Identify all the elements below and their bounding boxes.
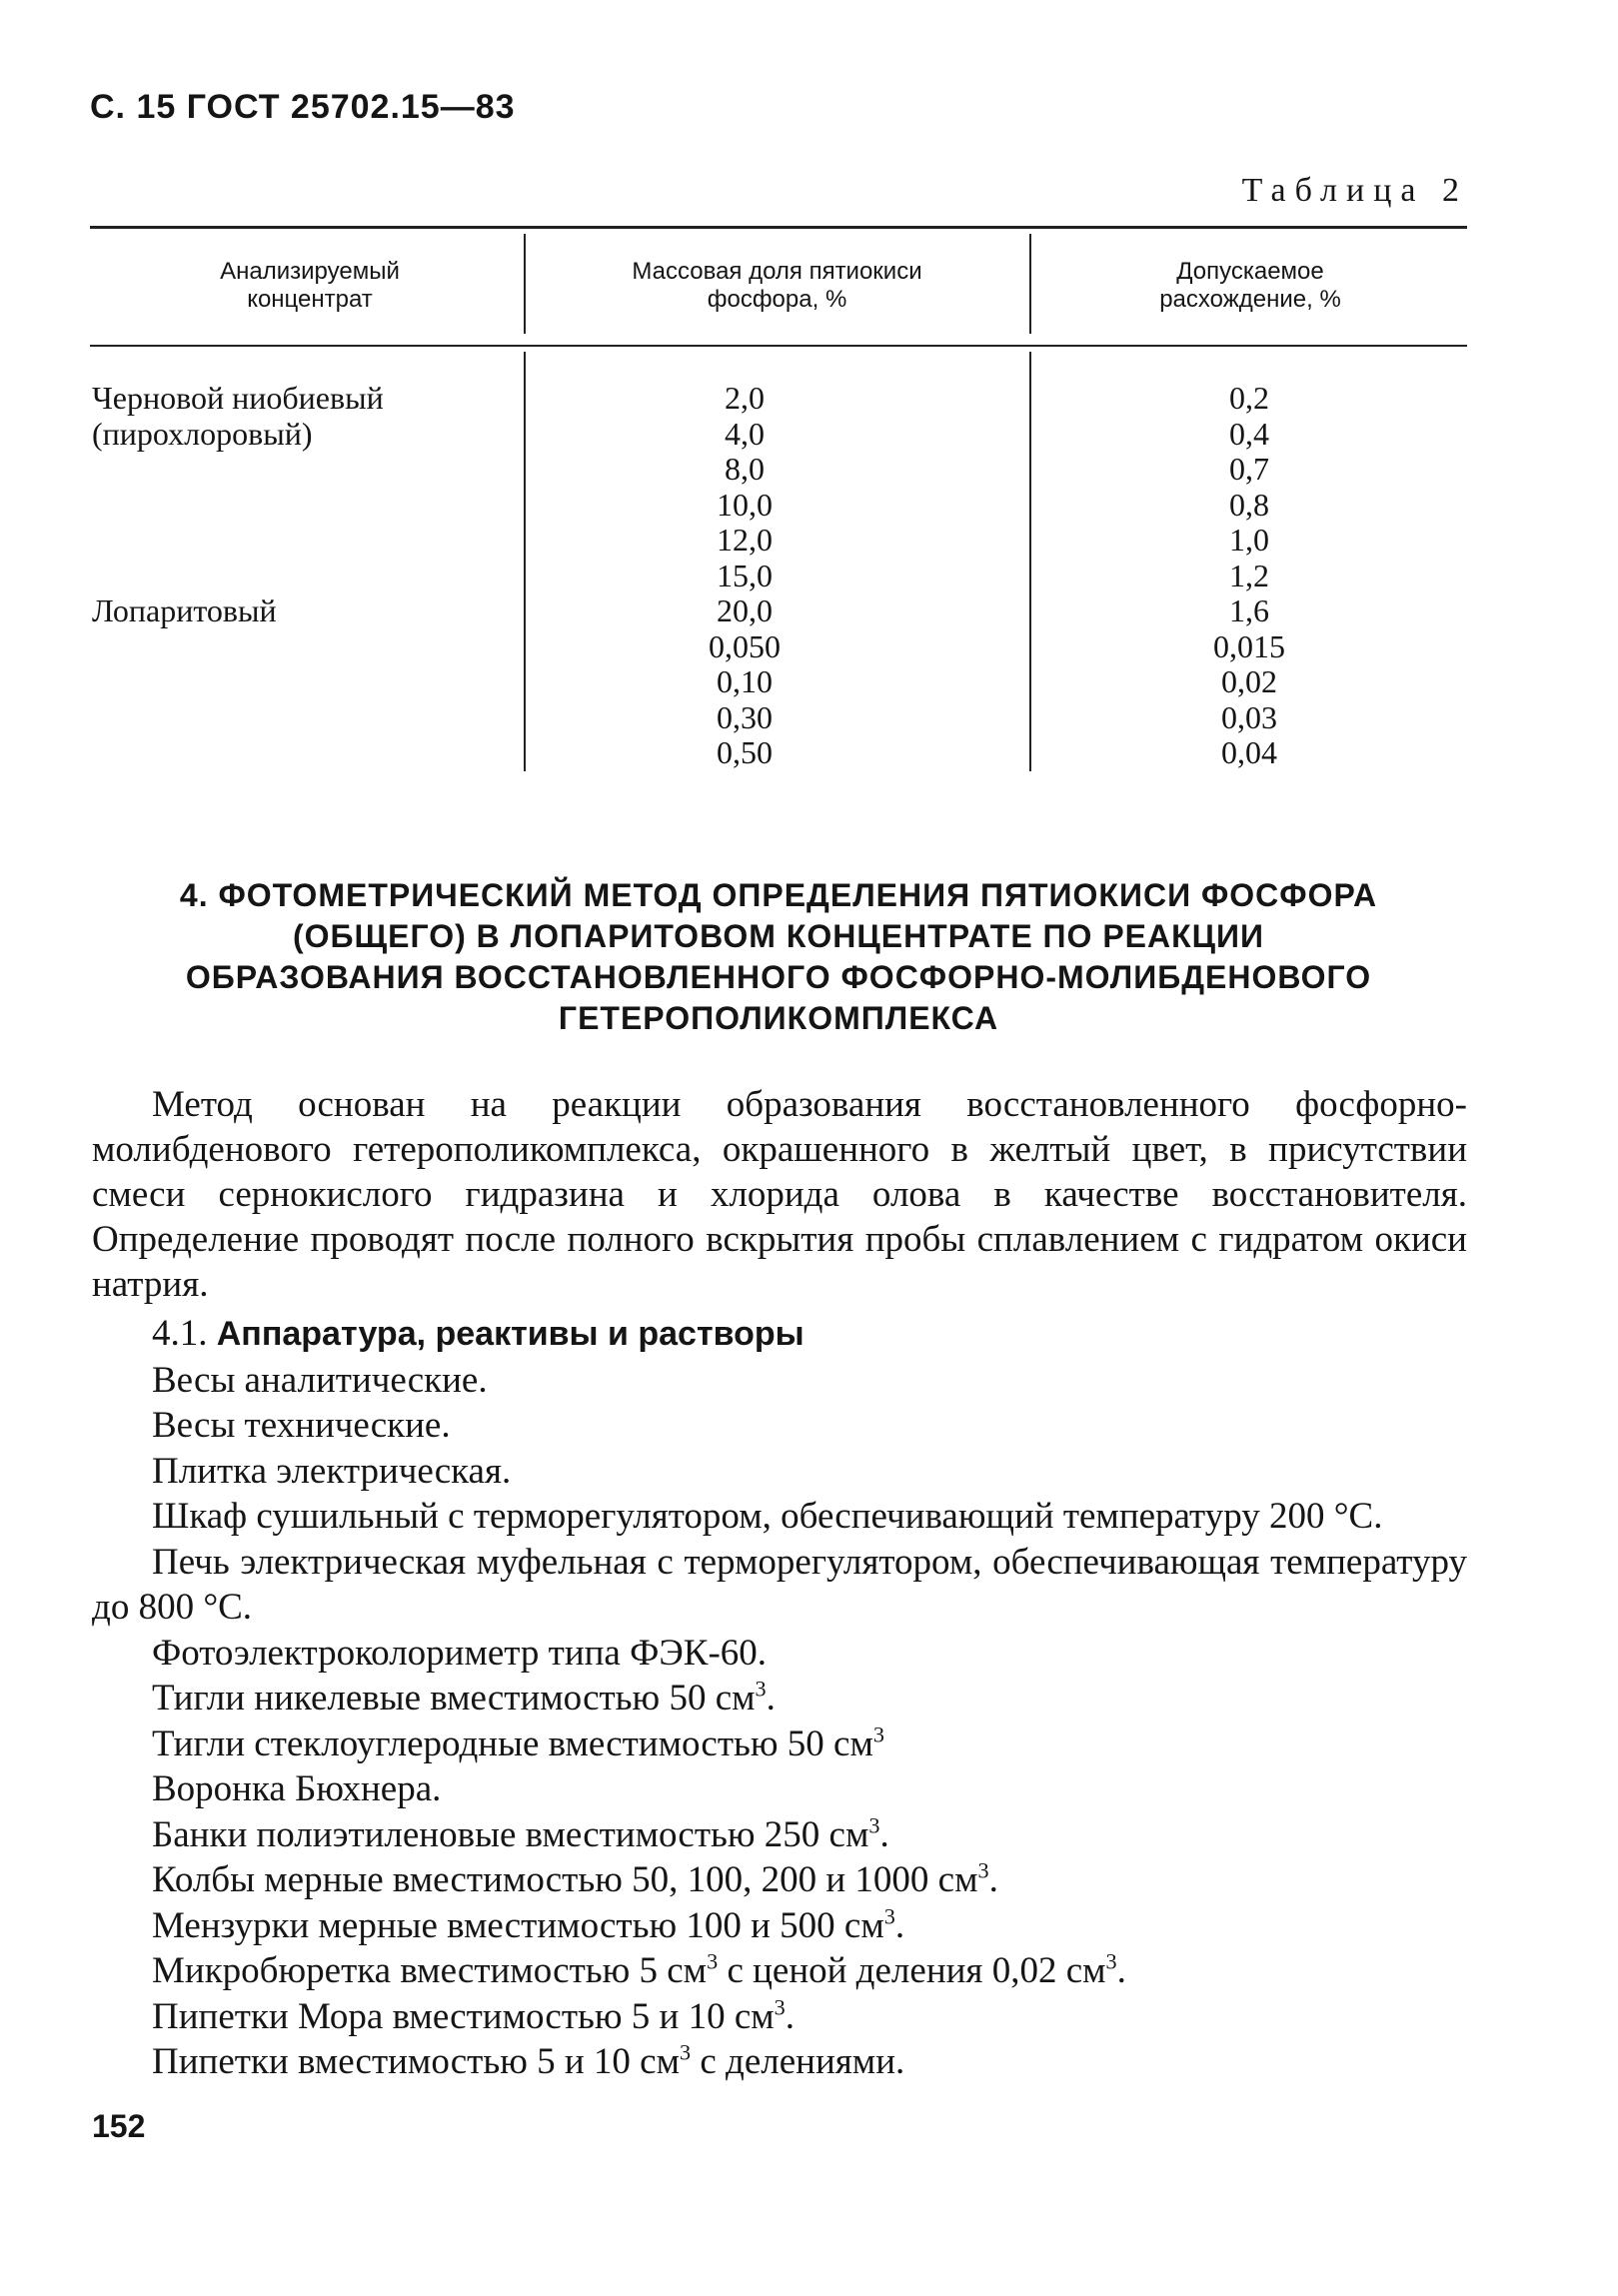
list-item: Фотоэлектроколориметр типа ФЭК-60.: [152, 1632, 768, 1674]
table-cell: 1,2: [1229, 557, 1269, 593]
list-item: Пипетки Мора вместимостью 5 и 10 $см^3$.: [152, 1994, 796, 2037]
table-cell: Лопаритовый: [92, 592, 277, 628]
table-top-rule: [90, 226, 1467, 229]
table-cell: 0,03: [1221, 698, 1277, 735]
list-item: Банки полиэтиленовые вместимостью 250 $см^3$.: [152, 1812, 889, 1855]
table-cell: 8,0: [725, 451, 765, 487]
table-cell: (пирохлоровый): [92, 415, 313, 452]
column-header-mass-fraction: Массовая доля пятиокиси фосфора, %: [632, 258, 922, 313]
page-number: 152: [92, 2108, 146, 2144]
discrepancy-column: [1149, 381, 1349, 771]
list-item: Плитка электрическая.: [152, 1450, 512, 1492]
concentrate-column: [92, 381, 384, 629]
list-item: Шкаф сушильный с терморегулятором, обеспечивающий температуру 200 °С.: [152, 1496, 1383, 1537]
table-divider: [524, 352, 526, 771]
list-item: Микробюретка вместимостью 5 $см^3$ с ценой деления 0,02 $см^3$.: [152, 1948, 1126, 1991]
list-item: Пипетки вместимостью 5 и 10 $см^3$ с делениями.: [152, 2039, 905, 2082]
table-cell: 0,10: [717, 663, 773, 699]
table-cell: Черновой ниобиевый: [92, 380, 384, 416]
table-cell: 0,015: [1213, 627, 1285, 664]
table-cell: 0,4: [1229, 415, 1269, 452]
table-divider: [1029, 234, 1031, 334]
list-item: Весы аналитические.: [152, 1359, 488, 1401]
list-item: Воронка Бюхнера.: [152, 1768, 442, 1809]
subsection-heading: 4.1. Аппаратура, реактивы и растворы: [152, 1313, 805, 1354]
list-item: Тигли стеклоуглеродные вместимостью 50 $см^3$: [152, 1722, 884, 1764]
section-intro-paragraph: Метод основан на реакции образования восстановленного фосфорно-молибденового гетерополикомплекса, окрашенного в желтый цвет, в присутствии смеси сернокислого гидразина и хлорида олова в качестве восстановителя. Определение проводят после полного вскрытия пробы сплавлением с гидратом окиси натрия.: [92, 1084, 1467, 1305]
table-cell: 0,2: [1229, 380, 1269, 416]
table-cell: 0,02: [1221, 663, 1277, 699]
column-header-discrepancy: Допускаемое расхождение, %: [1159, 258, 1341, 313]
table-cell: 15,0: [717, 557, 773, 593]
table-cell: 10,0: [717, 486, 773, 523]
table-divider: [524, 234, 526, 334]
table-cell: 0,050: [709, 627, 781, 664]
mass-fraction-column: [630, 381, 859, 771]
table-cell: 1,0: [1229, 522, 1269, 558]
section-title: 4. ФОТОМЕТРИЧЕСКИЙ МЕТОД ОПРЕДЕЛЕНИЯ ПЯТИОКИСИ ФОСФОРА (ОБЩЕГО) В ЛОПАРИТОВОМ КОНЦЕНТРАТЕ ПО РЕАКЦИИ ОБРАЗОВАНИЯ ВОССТАНОВЛЕННОГО ФОСФОРНО-МОЛИБДЕНОВОГО ГЕТЕРОПОЛИКОМПЛЕКСА: [179, 877, 1378, 1036]
table-cell: 20,0: [717, 592, 773, 628]
table-divider: [1029, 352, 1031, 771]
list-item: Мензурки мерные вместимостью 100 и 500 $см^3$.: [152, 1903, 905, 1946]
table-cell: 0,30: [717, 698, 773, 735]
table-cell: 4,0: [725, 415, 765, 452]
column-header-concentrate: Анализируемый концентрат: [220, 258, 400, 313]
table-caption: Таблица 2: [1241, 172, 1468, 209]
list-item: Печь электрическая муфельная с терморегулятором, обеспечивающая температуру до 800 °С.: [92, 1541, 1467, 1628]
table-cell: 0,8: [1229, 486, 1269, 523]
table-cell: 0,04: [1221, 734, 1277, 770]
table-cell: 0,50: [717, 734, 773, 770]
table-cell: 2,0: [725, 380, 765, 416]
table-cell: 12,0: [717, 522, 773, 558]
table-header-rule: [90, 345, 1467, 347]
table-cell: 0,7: [1229, 451, 1269, 487]
list-item: Тигли никелевые вместимостью 50 $см^3$.: [152, 1676, 776, 1719]
list-item: Колбы мерные вместимостью 50, 100, 200 и 1000 $см^3$.: [152, 1857, 998, 1900]
equipment-list: [92, 1311, 1467, 2085]
page-header: С. 15 ГОСТ 25702.15—83: [90, 88, 516, 126]
table-cell: 1,6: [1229, 592, 1269, 628]
list-item: Весы технические.: [152, 1405, 451, 1446]
